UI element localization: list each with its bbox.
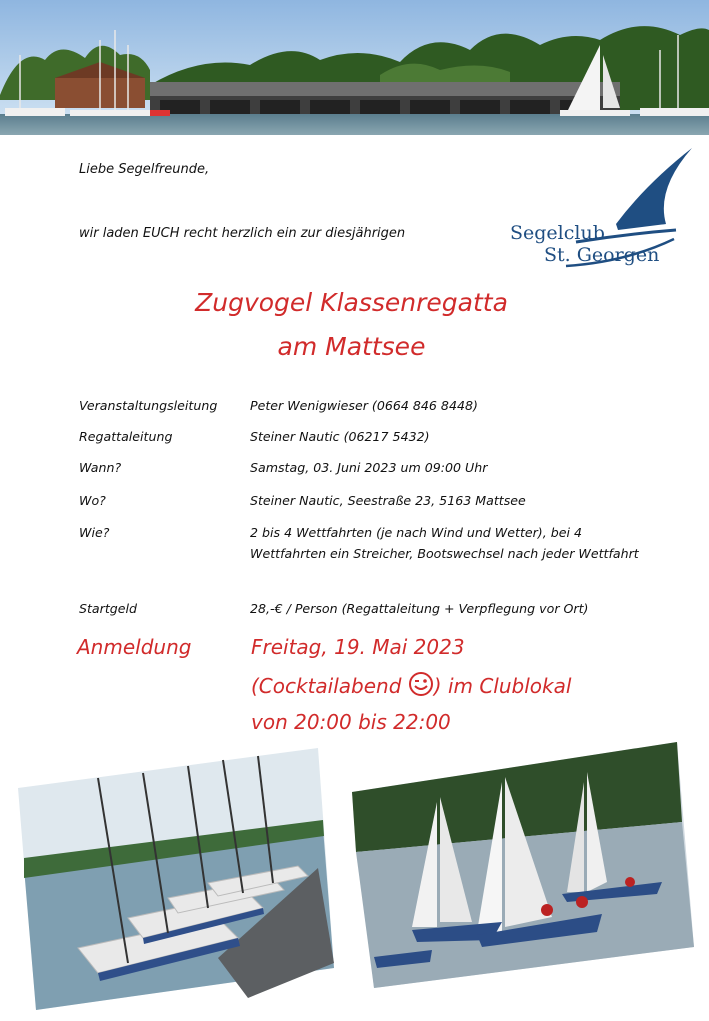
detail-value: Steiner Nautic, Seestraße 23, 5163 Mattsee [250,493,526,508]
detail-label: Startgeld [79,601,138,616]
registration-label: Anmeldung [77,635,192,659]
photo-sailing-regatta [352,742,694,988]
detail-value: 28,-€ / Person (Regattaleitung + Verpflegung vor Ort) [250,601,589,616]
detail-label: Wie? [79,525,110,540]
detail-value: Samstag, 03. Juni 2023 um 09:00 Uhr [250,460,488,475]
registration-time: von 20:00 bis 22:00 [251,710,451,734]
logo-line2: St. Georgen [544,244,660,266]
registration-event-suffix: ) im Clublokal [433,674,572,698]
detail-label: Veranstaltungsleitung [79,398,218,413]
detail-label: Wo? [79,493,106,508]
detail-label: Wann? [79,460,122,475]
detail-value: Peter Wenigwieser (0664 846 8448) [250,398,478,413]
detail-value: 2 bis 4 Wettfahrten (je nach Wind und Wetter), bei 4 Wettfahrten ein Streicher, Bootswechsel nach jeder Wettfahrt [250,525,639,561]
logo-line1: Segelclub [510,222,605,244]
detail-value: Steiner Nautic (06217 5432) [250,429,430,444]
event-title: Zugvogel Klassenregatta [195,288,508,317]
club-logo [506,144,696,274]
winking-smiley-icon [408,671,434,697]
photo-boats-at-dock [18,748,334,1010]
greeting-text: Liebe Segelfreunde, [79,162,210,177]
registration-date: Freitag, 19. Mai 2023 [251,635,465,659]
event-subtitle: am Mattsee [277,332,426,361]
header-photo-marina [0,0,709,135]
registration-event [251,668,571,704]
detail-label: Regattaleitung [79,429,173,444]
registration-event-prefix: (Cocktailabend [251,674,402,698]
intro-text: wir laden EUCH recht herzlich ein zur diesjährigen [79,226,406,241]
